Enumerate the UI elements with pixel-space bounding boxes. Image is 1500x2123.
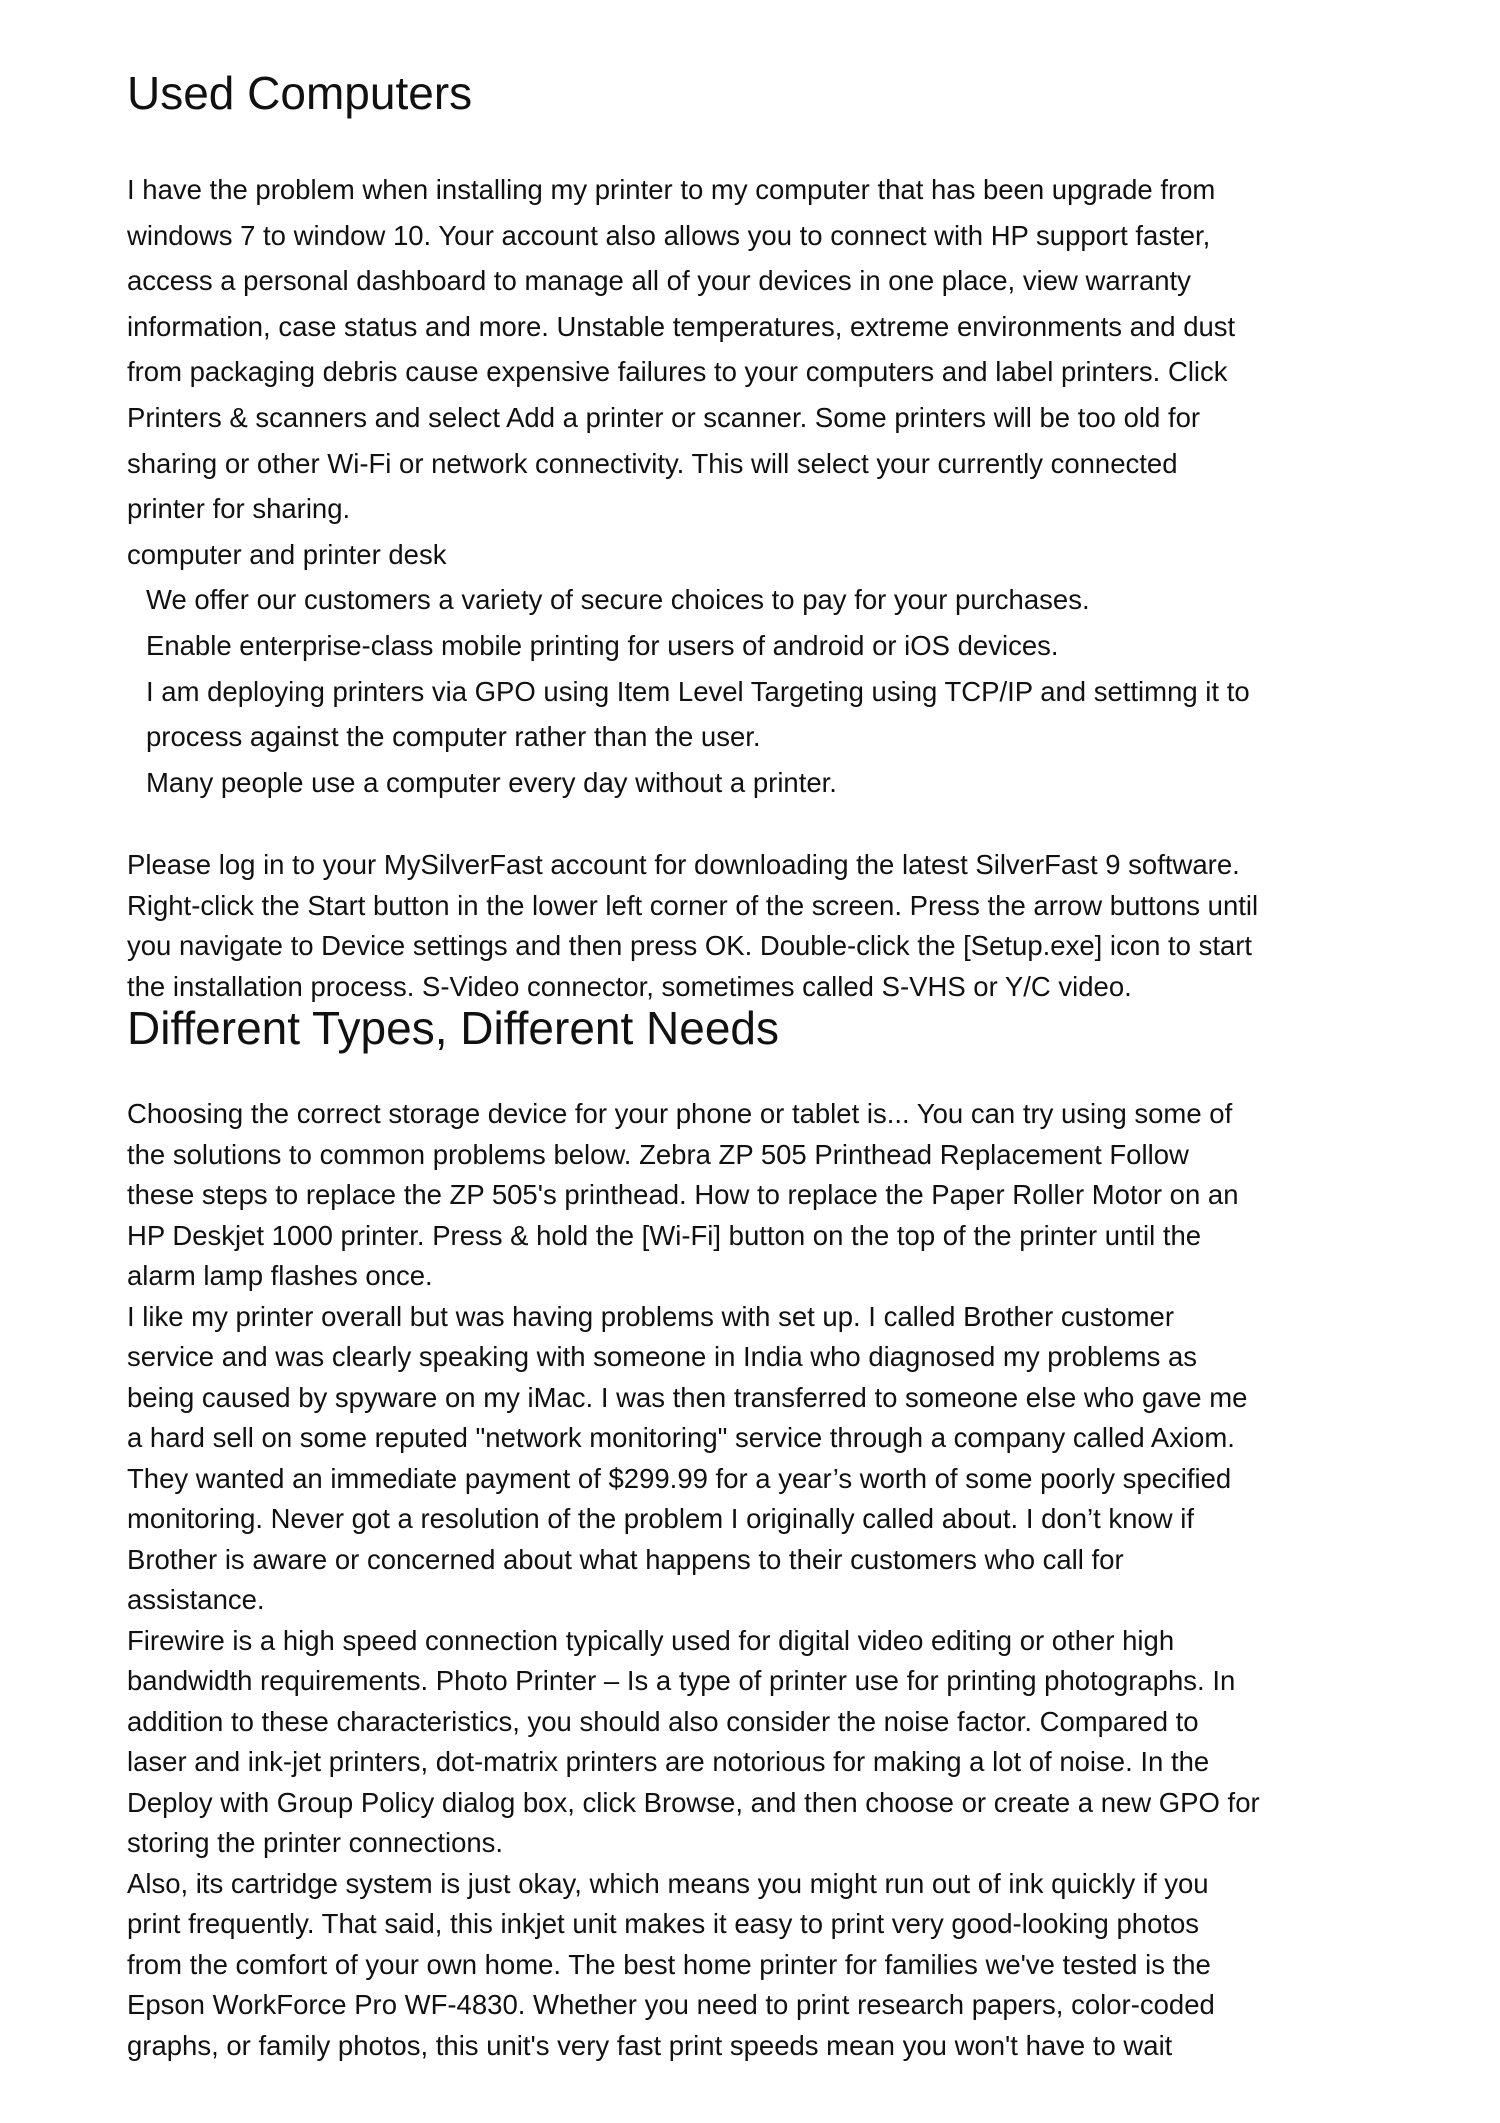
list-heading: computer and printer desk (127, 538, 447, 570)
text-line: printer for sharing. (127, 493, 351, 525)
text-line: a hard sell on some reputed "network monitoring" service through a company called Axiom. (127, 1422, 1235, 1453)
setup-paragraph (127, 845, 1258, 1007)
text-line: windows 7 to window 10. Your account also allows you to connect with HP support faster, (127, 219, 1211, 251)
section-title-different-types: Different Types, Different Needs (127, 1002, 780, 1054)
different-types-body (127, 1094, 1260, 2066)
text-line: monitoring. Never got a resolution of the problem I originally called about. I don’t know if (127, 1503, 1194, 1534)
text-line: access a personal dashboard to manage all of your devices in one place, view warranty (127, 265, 1191, 297)
text-line: Deploy with Group Policy dialog box, click Browse, and then choose or create a new GPO for (127, 1786, 1260, 1818)
text-line: bandwidth requirements. Photo Printer – Is a type of printer use for printing photographs. In (127, 1665, 1236, 1696)
text-line: these steps to replace the ZP 505's printhead. How to replace the Paper Roller Motor on an (127, 1179, 1239, 1210)
text-line: HP Deskjet 1000 printer. Press & hold the [Wi-Fi] button on the top of the printer until the (127, 1219, 1202, 1251)
text-line: assistance. (127, 1584, 265, 1615)
text-line: the solutions to common problems below. Zebra ZP 505 Printhead Replacement Follow (127, 1138, 1189, 1170)
text-line: service and was clearly speaking with someone in India who diagnosed my problems as (127, 1341, 1198, 1372)
section-title-used-computers: Used Computers (127, 67, 473, 119)
text-line: you navigate to Device settings and then press OK. Double-click the [Setup.exe] icon to start (127, 930, 1253, 961)
text-line: Brother is aware or concerned about what happens to their customers who call for (127, 1543, 1124, 1575)
text-line: Printers & scanners and select Add a printer or scanner. Some printers will be too old for (127, 401, 1201, 433)
text-line: Choosing the correct storage device for your phone or tablet is... You can try using some of (127, 1098, 1233, 1129)
text-line: addition to these characteristics, you should also consider the noise factor. Compared to (127, 1705, 1199, 1737)
text-line: information, case status and more. Unstable temperatures, extreme environments and dust (127, 310, 1236, 342)
text-line: Please log in to your MySilverFast account for downloading the latest SilverFast 9 software. (127, 849, 1240, 880)
text-line: from the comfort of your own home. The best home printer for families we've tested is the (127, 1948, 1211, 1980)
list-item-continuation: process against the computer rather than the user. (146, 721, 761, 753)
text-line: print frequently. That said, this inkjet unit makes it easy to print very good-looking photos (127, 1908, 1200, 1939)
text-line: Firewire is a high speed connection typically used for digital video editing or other high (127, 1624, 1175, 1656)
list-item: Enable enterprise-class mobile printing for users of android or iOS devices. (146, 629, 1059, 661)
text-line: the installation process. S-Video connector, sometimes called S-VHS or Y/C video. (127, 970, 1132, 1002)
text-line: from packaging debris cause expensive failures to your computers and label printers. Click (127, 356, 1228, 388)
text-line: Right-click the Start button in the lower left corner of the screen. Press the arrow buttons until (127, 889, 1259, 921)
text-line: being caused by spyware on my iMac. I was then transferred to someone else who gave me (127, 1381, 1248, 1413)
text-line: storing the printer connections. (127, 1827, 504, 1858)
text-line: graphs, or family photos, this unit's very fast print speeds mean you won't have to wait (127, 2029, 1173, 2061)
text-line: laser and ink-jet printers, dot-matrix printers are notorious for making a lot of noise. In the (127, 1746, 1210, 1777)
list-item: We offer our customers a variety of secure choices to pay for your purchases. (146, 584, 1090, 616)
text-line: They wanted an immediate payment of $299.99 for a year’s worth of some poorly specified (127, 1462, 1232, 1494)
text-line: Epson WorkForce Pro WF-4830. Whether you need to print research papers, color-coded (127, 1989, 1215, 2020)
intro-paragraph (127, 167, 1250, 805)
text-line: sharing or other Wi-Fi or network connectivity. This will select your currently connected (127, 447, 1178, 479)
text-line: Also, its cartridge system is just okay, which means you might run out of ink quickly if you (127, 1867, 1209, 1899)
text-line: alarm lamp flashes once. (127, 1260, 433, 1291)
list-item: I am deploying printers via GPO using Item Level Targeting using TCP/IP and settimng it to (146, 675, 1250, 707)
list-item: Many people use a computer every day without a printer. (146, 766, 837, 798)
text-line: I like my printer overall but was having problems with set up. I called Brother customer (127, 1300, 1174, 1332)
text-line: I have the problem when installing my printer to my computer that has been upgrade from (127, 174, 1216, 205)
